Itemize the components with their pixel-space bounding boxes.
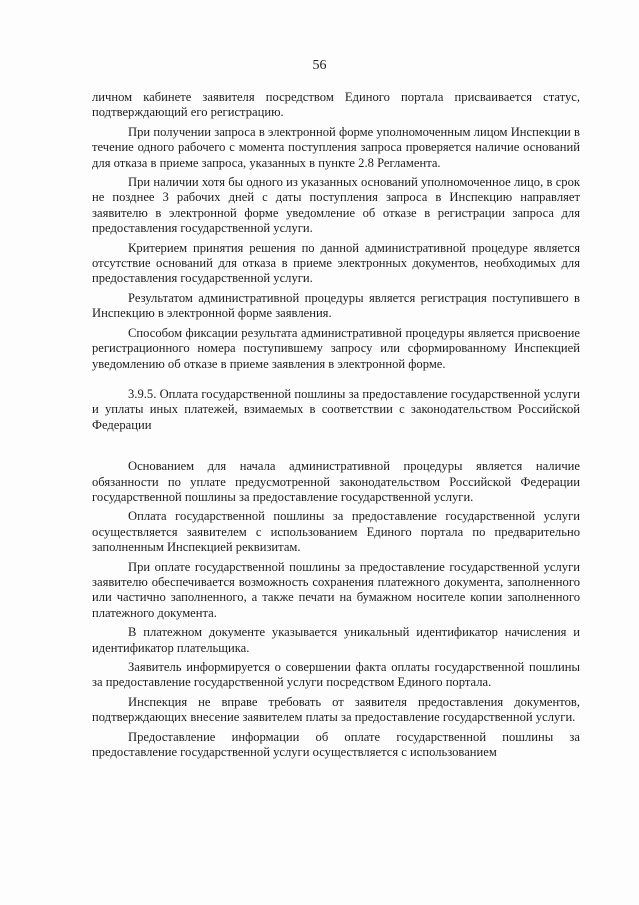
paragraph-refusal-notice: При наличии хотя бы одного из указанных оснований уполномоченное лицо, в срок не позднее 3 рабочих дней с даты поступления запроса в Инспекцию направляет заявителю в электронной форме уведомление об отказе в регистрации запроса для предоставления государственной услуги. bbox=[92, 175, 580, 236]
paragraph-decision-criterion: Критерием принятия решения по данной административной процедуре является отсутствие оснований для отказа в приеме электронных документов, необходимых для предоставления государственной услуги. bbox=[92, 240, 580, 286]
paragraph-result-fixation: Способом фиксации результата административной процедуры является присвоение регистрационного номера поступившему запросу или сформированному Инспекцией уведомлению об отказе в приеме заявления в электронной форме. bbox=[92, 325, 580, 371]
paragraph-fee-payment: Оплата государственной пошлины за предоставление государственной услуги осуществляется заявителем с использованием Единого портала по предварительно заполненным Инспекцией реквизитам. bbox=[92, 509, 580, 555]
paragraph-no-proof-required: Инспекция не вправе требовать от заявителя предоставления документов, подтверждающих внесение заявителем платы за предоставление государственной услуги. bbox=[92, 694, 580, 725]
spacer bbox=[92, 372, 580, 387]
paragraph-request-check: При получении запроса в электронной форме уполномоченным лицом Инспекции в течение одного рабочего с момента поступления запроса проверяется наличие оснований для отказа в приеме запроса, указанных в пункте 2.8 Регламента. bbox=[92, 124, 580, 170]
paragraph-payment-information: Предоставление информации об оплате государственной пошлины за предоставление государственной услуги осуществляется с использованием bbox=[92, 729, 580, 760]
paragraph-payment-notification: Заявитель информируется о совершении факта оплаты государственной пошлины за предоставление государственной услуги посредством Единого портала. bbox=[92, 660, 580, 690]
page-number: 56 bbox=[312, 58, 327, 73]
section-heading-3-9-5: 3.9.5. Оплата государственной пошлины за предоставление государственной услуги и уплаты иных платежей, взимаемых в соответствии с законодательством Российской Федерации bbox=[92, 386, 580, 432]
paragraph-procedure-result: Результатом административной процедуры является регистрация поступившего в Инспекцию в электронной форме заявления. bbox=[92, 290, 580, 321]
spacer bbox=[92, 433, 580, 459]
paragraph-procedure-basis: Основанием для начала административной процедуры является наличие обязанности по уплате предусмотренной законодательством Российской Федерации государственной пошлины за предоставление государственной услуги. bbox=[92, 459, 580, 504]
paragraph-identifiers: В платежном документе указывается уникальный идентификатор начисления и идентификатор плательщика. bbox=[92, 625, 580, 655]
document-body bbox=[92, 90, 580, 760]
paragraph-registration-status: личном кабинете заявителя посредством Единого портала присваивается статус, подтверждающий его регистрацию. bbox=[92, 90, 580, 120]
paragraph-payment-document: При оплате государственной пошлины за предоставление государственной услуги заявителю обеспечивается возможность сохранения платежного документа, заполненного или частично заполненного, а также печати на бумажном носителе копии заполненного платежного документа. bbox=[92, 559, 580, 620]
